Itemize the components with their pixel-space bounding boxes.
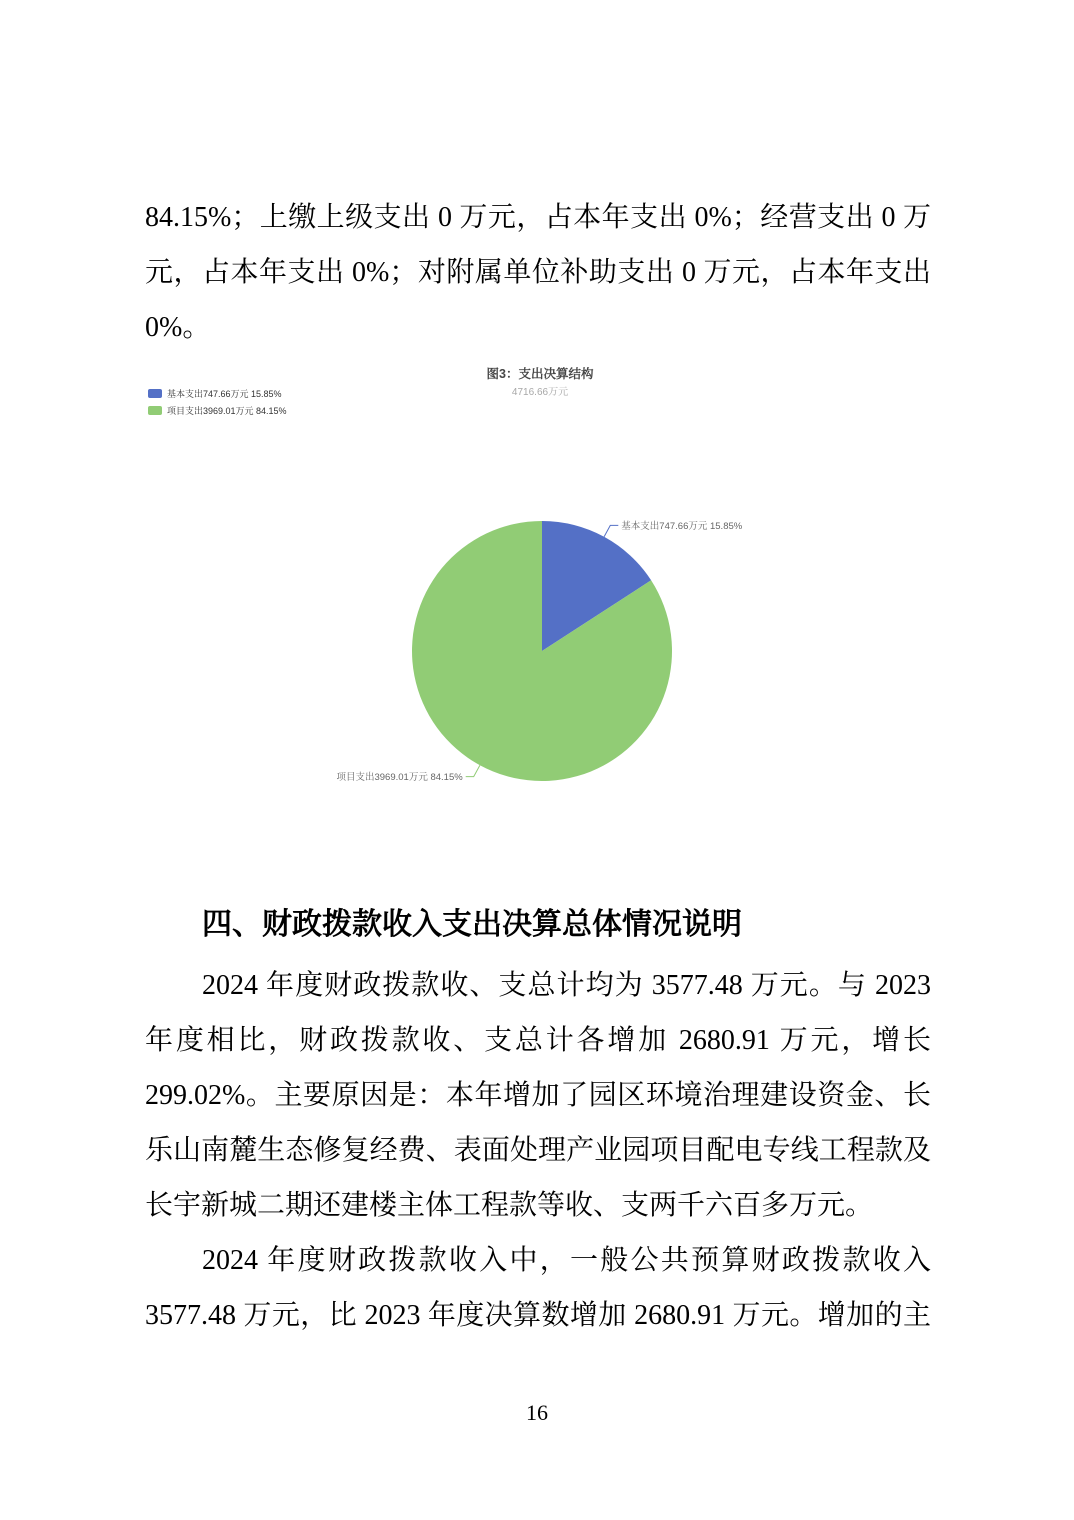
- pie-label-line: [466, 765, 480, 776]
- text-line: 2024 年度财政拨款收、支总计均为 3577.48 万元。与 2023: [202, 970, 931, 1001]
- text-line: 长宇新城二期还建楼主体工程款等收、支两千六百多万元。: [145, 1190, 874, 1221]
- section-heading: 四、财政拨款收入支出决算总体情况说明: [202, 908, 742, 941]
- pie-slice-label: 基本支出747.66万元 15.85%: [621, 520, 743, 532]
- text-line: 0%。: [145, 312, 211, 343]
- paragraph-continuation: [145, 190, 931, 355]
- text-line: 年度相比，财政拨款收、支总计各增加 2680.91 万元，增长: [145, 1025, 931, 1056]
- text-line: 84.15%；上缴上级支出 0 万元，占本年支出 0%；经营支出 0 万: [145, 202, 931, 233]
- legend-label: 项目支出3969.01万元 84.15%: [167, 405, 287, 416]
- text-line: 3577.48 万元，比 2023 年度决算数增加 2680.91 万元。增加的主: [145, 1300, 931, 1331]
- pie-slice-label: 项目支出3969.01万元 84.15%: [336, 772, 463, 784]
- chart-subtitle: 4716.66万元: [511, 387, 569, 398]
- page-number: 16: [526, 1400, 548, 1425]
- text-line: 299.02%。主要原因是：本年增加了园区环境治理建设资金、长: [145, 1080, 931, 1111]
- body-paragraphs: [145, 958, 931, 1343]
- legend-label: 基本支出747.66万元 15.85%: [167, 388, 282, 399]
- pie-chart-svg: [145, 360, 935, 805]
- pie-chart-figure: [145, 360, 935, 805]
- text-line: 元，占本年支出 0%；对附属单位补助支出 0 万元，占本年支出: [145, 257, 931, 288]
- pie-label-line: [604, 525, 618, 536]
- chart-title: 图3：支出决算结构: [486, 367, 594, 381]
- text-line: 乐山南麓生态修复经费、表面处理产业园项目配电专线工程款及: [145, 1135, 931, 1166]
- text-line: 2024 年度财政拨款收入中，一般公共预算财政拨款收入: [202, 1245, 931, 1276]
